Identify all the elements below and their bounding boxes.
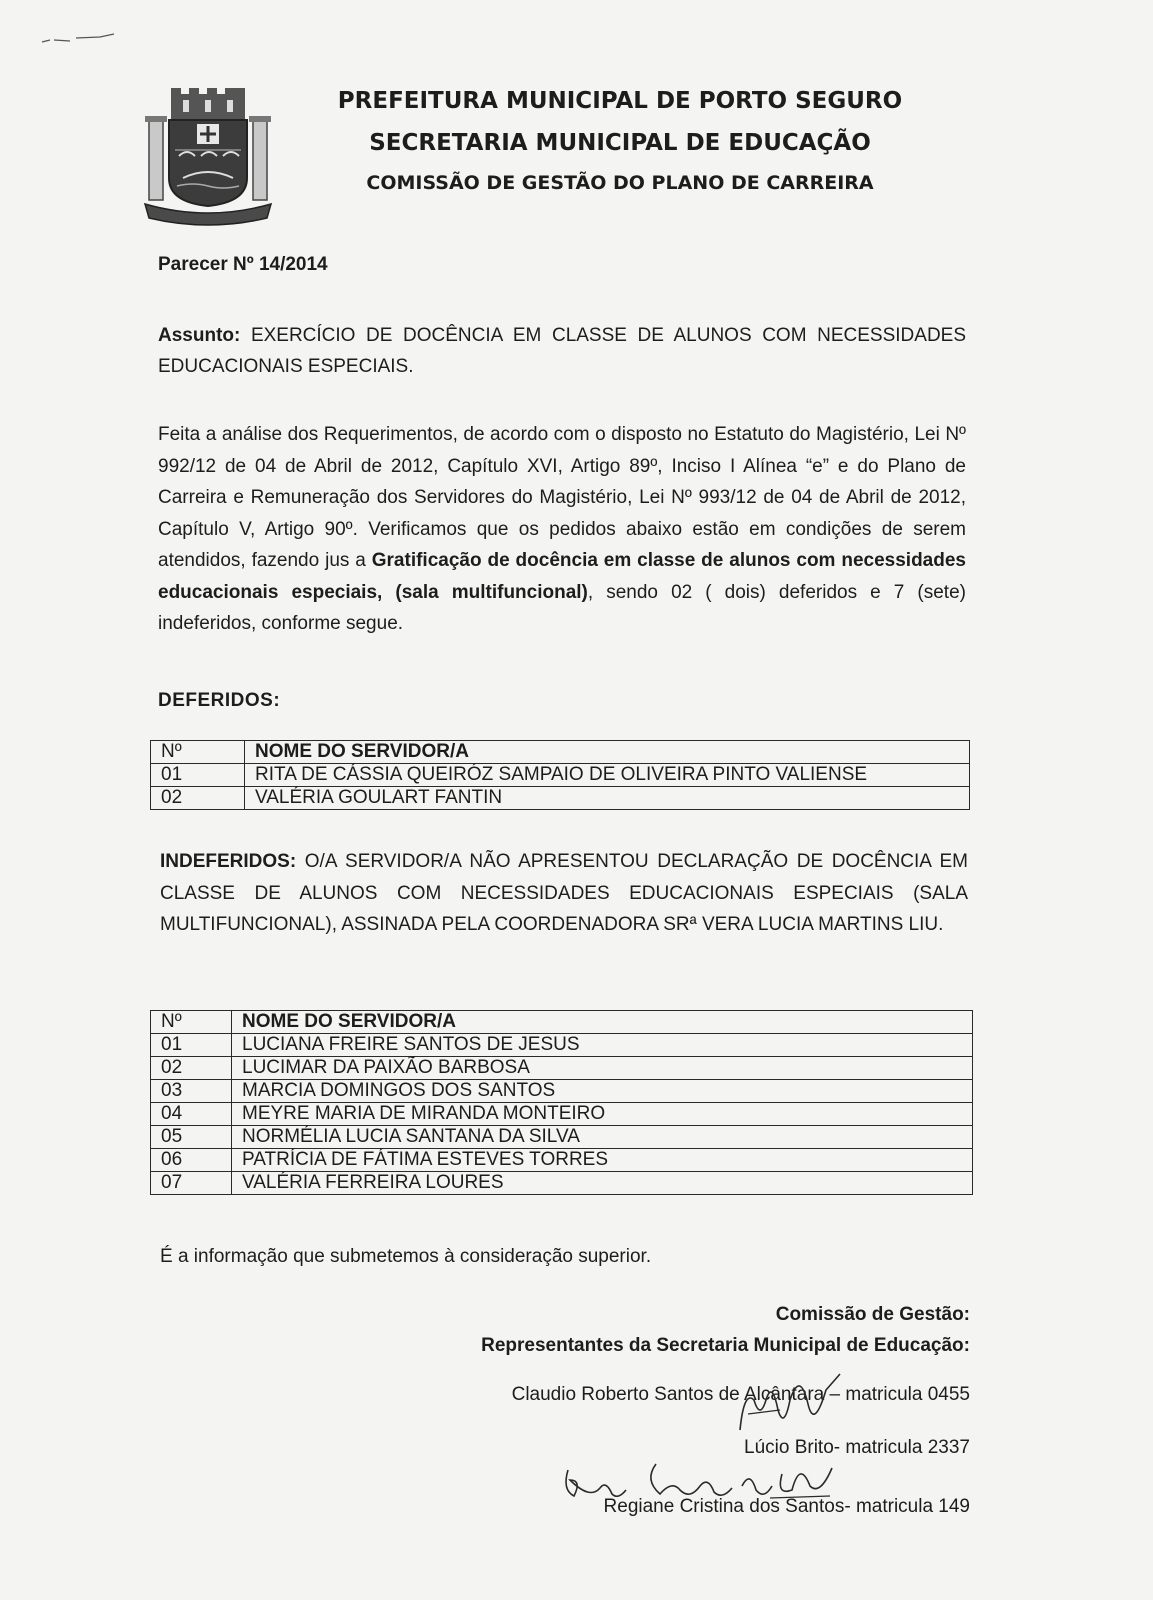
row-number: 02 <box>151 1057 232 1080</box>
rejected-text: O/A SERVIDOR/A NÃO APRESENTOU DECLARAÇÃO DE DOCÊNCIA EM CLASSE DE ALUNOS COM NECESSIDADES EDUCACIONAIS ESPECIAIS (SALA MULTIFUNCIONAL), ASSINADA PELA COORDENADORA SRª VERA LUCIA MARTINS LIU. <box>160 851 968 935</box>
table-header-row <box>151 1011 973 1034</box>
subject-label: Assunto: <box>158 325 241 346</box>
table-row <box>151 1057 973 1080</box>
row-number: 01 <box>151 1034 232 1057</box>
signature-block-heading <box>481 1299 970 1361</box>
subject-paragraph <box>158 320 966 382</box>
analysis-text-bold: Gratificação de docência em classe de alunos com necessidades educacionais especiais, (sala multifuncional) <box>158 550 966 603</box>
representatives-label: Representantes da Secretaria Municipal de Educação: <box>481 1335 970 1356</box>
table-header-row <box>151 741 970 764</box>
letterhead <box>300 86 940 196</box>
rejected-table <box>150 1010 973 1195</box>
municipal-crest-icon <box>143 86 273 226</box>
row-name: MEYRE MARIA DE MIRANDA MONTEIRO <box>232 1103 973 1126</box>
table-row <box>151 764 970 787</box>
rejected-paragraph <box>160 846 968 941</box>
row-number: 07 <box>151 1172 232 1195</box>
handwritten-signature-regiane <box>560 1450 850 1525</box>
rejected-label: INDEFERIDOS: <box>160 851 297 872</box>
row-name: PATRÍCIA DE FÁTIMA ESTEVES TORRES <box>232 1149 973 1172</box>
column-header-number: Nº <box>151 1011 232 1034</box>
row-number: 04 <box>151 1103 232 1126</box>
subject-text: EXERCÍCIO DE DOCÊNCIA EM CLASSE DE ALUNOS COM NECESSIDADES EDUCACIONAIS ESPECIAIS. <box>158 325 967 377</box>
analysis-text-part1: Feita a análise dos Requerimentos, de acordo com o disposto no Estatuto do Magistério, Lei Nº 992/12 de 04 de Abril de 2012, Capítulo XVI, Artigo 89º, Inciso I Alínea “e” e do Plano de Carreira e Remuneração dos Servidores do Magistério, Lei Nº 993/12 de 04 de Abril de 2012, Capítulo V, Artigo 90º. Verificamos que os pedidos abaixo estão em condições de serem atendidos, fazendo jus a <box>158 424 966 571</box>
row-name: MARCIA DOMINGOS DOS SANTOS <box>232 1080 973 1103</box>
row-number: 02 <box>151 787 245 810</box>
handwritten-signature-lucio <box>730 1370 850 1455</box>
analysis-text-part2: , sendo 02 ( dois) deferidos e 7 (sete) indeferidos, conforme segue. <box>158 581 966 634</box>
parecer-number: Parecer Nº 14/2014 <box>158 254 328 275</box>
table-row <box>151 1172 973 1195</box>
row-name: VALÉRIA FERREIRA LOURES <box>232 1172 973 1195</box>
table-row <box>151 1080 973 1103</box>
row-number: 05 <box>151 1126 232 1149</box>
table-row <box>151 1149 973 1172</box>
row-number: 03 <box>151 1080 232 1103</box>
pen-mark <box>40 28 130 53</box>
approved-table <box>150 740 970 810</box>
row-name: RITA DE CÁSSIA QUEIRÓZ SAMPAIO DE OLIVEIRA PINTO VALIENSE <box>245 764 970 787</box>
table-row <box>151 1034 973 1057</box>
row-name: NORMÉLIA LUCIA SANTANA DA SILVA <box>232 1126 973 1149</box>
table-row <box>151 1126 973 1149</box>
row-number: 06 <box>151 1149 232 1172</box>
row-name: VALÉRIA GOULART FANTIN <box>245 787 970 810</box>
row-name: LUCIMAR DA PAIXÃO BARBOSA <box>232 1057 973 1080</box>
table-row <box>151 787 970 810</box>
commission-title: COMISSÃO DE GESTÃO DO PLANO DE CARREIRA <box>366 172 874 194</box>
column-header-name: NOME DO SERVIDOR/A <box>232 1011 973 1034</box>
closing-statement: É a informação que submetemos à consideração superior. <box>160 1246 652 1267</box>
member-name-1: Claudio Roberto Santos de Alcântara – matricula 0455 <box>511 1384 970 1405</box>
approved-heading: DEFERIDOS: <box>158 690 281 711</box>
row-name: LUCIANA FREIRE SANTOS DE JESUS <box>232 1034 973 1057</box>
member-name-3: Regiane Cristina dos Santos- matricula 149 <box>603 1496 970 1517</box>
analysis-paragraph <box>158 419 966 640</box>
column-header-name: NOME DO SERVIDOR/A <box>245 741 970 764</box>
column-header-number: Nº <box>151 741 245 764</box>
secretariat-title: SECRETARIA MUNICIPAL DE EDUCAÇÃO <box>369 130 871 156</box>
table-row <box>151 1103 973 1126</box>
row-number: 01 <box>151 764 245 787</box>
city-hall-title: PREFEITURA MUNICIPAL DE PORTO SEGURO <box>337 88 903 114</box>
commission-label: Comissão de Gestão: <box>775 1304 970 1325</box>
member-name-2: Lúcio Brito- matricula 2337 <box>744 1437 970 1458</box>
